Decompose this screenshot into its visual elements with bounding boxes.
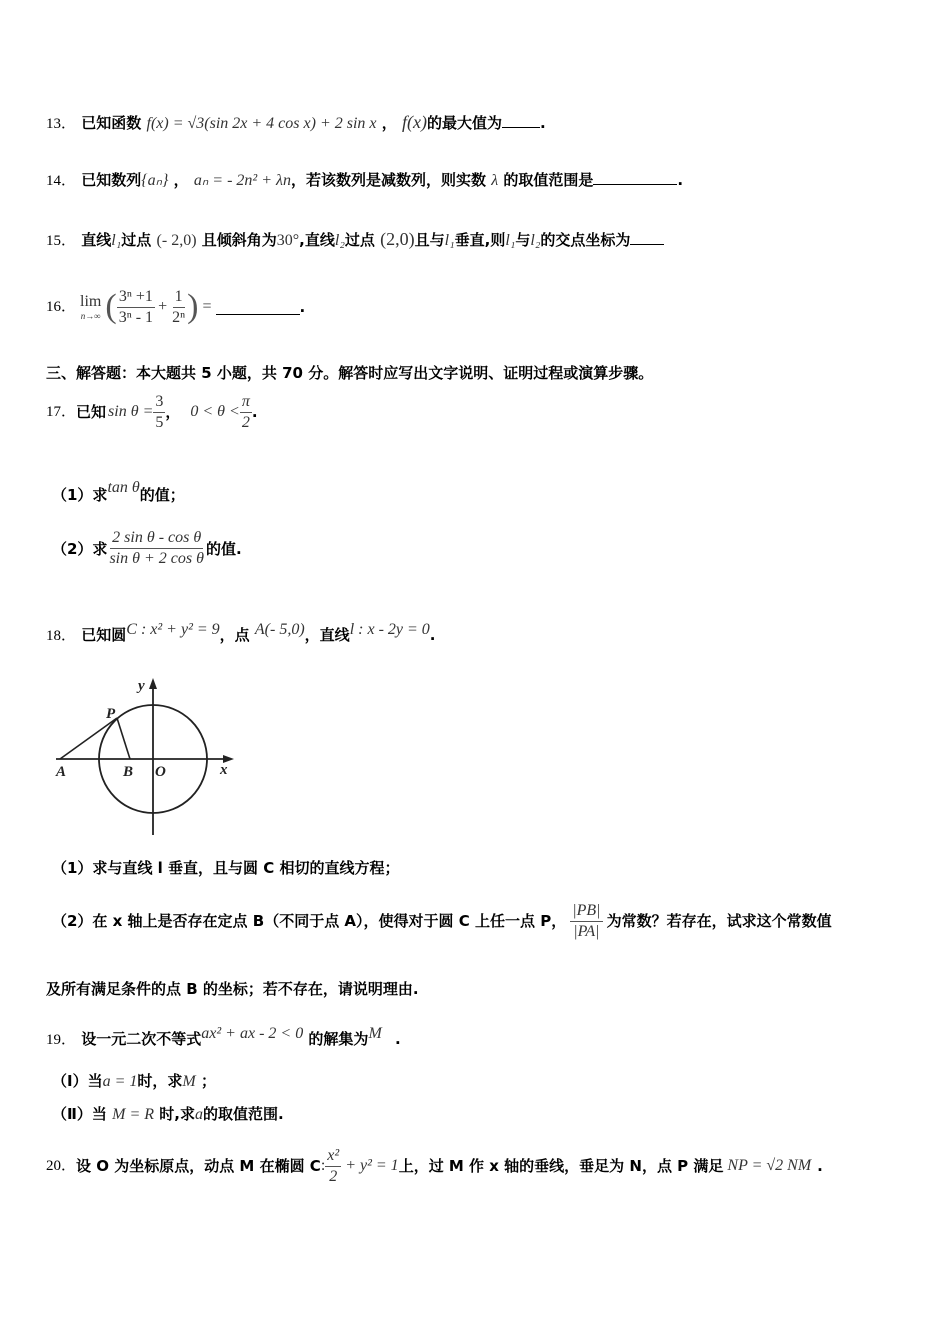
question-number: 13． xyxy=(46,116,77,132)
fraction: $\frac{\text{3ⁿ +1}}{\text{3ⁿ - 1}}$ xyxy=(118,287,154,326)
q18-part2-cont: 及所有满足条件的点 B 的坐标；若不存在，请说明理由. xyxy=(46,980,419,998)
q17-part2: （2）求 $\frac{\text{2 sin θ - cos θ}}{\text{sin θ + 2 cos θ}}$ 的值. xyxy=(52,529,242,567)
question-19: 19． 设一元二次不等式ax² + ax - 2 < 0 的解集为M . xyxy=(46,1025,401,1048)
question-13: 13． 已知函数 f(x) = √3(sin 2x + 4 cos x) + 2 sin x ， f(x)的最大值为 . xyxy=(46,112,546,132)
q17-part1: （1）求tan θ的值； xyxy=(52,479,185,504)
q19-part1: （Ⅰ）当a = 1时，求M ； xyxy=(52,1072,216,1090)
question-17: 17． 已知 sin θ = $\frac{3}{5}$ ， 0 < θ < $\frac{\pi}{2}$ . xyxy=(46,392,258,431)
segment-pb xyxy=(117,718,130,759)
question-16: 16． lim n→∞ ( $\frac{\text{3ⁿ +1}}{\text{3ⁿ - 1}}$ + $\frac{1}{\text{2ⁿ}}$ ) = . xyxy=(46,287,306,326)
label-a: A xyxy=(56,764,67,780)
q18-part2: （2）在 x 轴上是否存在定点 B（不同于点 A），使得对于圆 C 上任一点 P， $\frac{|PB|}{|PA|}$ 为常数？若存在，试求这个常数值 xyxy=(52,901,832,940)
answer-blank xyxy=(630,230,664,245)
question-15: 15． 直线l₁过点 (- 2,0) 且倾斜角为30°,直线l₂过点 (2,0)且与l₁垂直,则l₁与l₂的交点坐标为 xyxy=(46,229,664,251)
sequence-formula: aₙ = - 2n² + λn xyxy=(193,172,291,189)
question-14: 14． 已知数列{aₙ} ， aₙ = - 2n² + λn，若该数列是减数列，则实数 λ 的取值范围是 . xyxy=(46,171,684,189)
section-heading: 三、解答题：本大题共 5 小题，共 70 分。解答时应写出文字说明、证明过程或演算步骤。 xyxy=(46,364,654,382)
function-formula: f(x) = √3(sin 2x + 4 cos x) + 2 sin x xyxy=(146,115,377,132)
label-p: P xyxy=(106,706,116,722)
q19-part2: （Ⅱ）当 M = R 时,求a的取值范围. xyxy=(52,1105,284,1123)
label-y: y xyxy=(138,678,145,694)
question-20: 20． 设 O 为坐标原点，动点 M 在椭圆 C : $\frac{\text{x²}}{2}$ + y² = 1 上，过 M 作 x 轴的垂线，垂足为 N，点 P 满足 NP = √2 NM . xyxy=(46,1146,823,1185)
segment-pa xyxy=(60,718,117,759)
label-b: B xyxy=(123,764,134,780)
y-axis-arrow xyxy=(149,678,157,689)
label-o: O xyxy=(155,764,166,780)
fraction: $\frac{1}{\text{2ⁿ}}$ xyxy=(172,287,186,326)
answer-blank xyxy=(216,300,300,315)
limit: lim n→∞ xyxy=(80,293,102,321)
question-18: 18． 已知圆C : x² + y² = 9，点 A(- 5,0)，直线l : x - 2y = 0. xyxy=(46,621,436,644)
q18-part1: （1）求与直线 l 垂直，且与圆 C 相切的直线方程； xyxy=(52,859,400,877)
answer-blank xyxy=(593,170,677,185)
circle-figure xyxy=(50,670,250,840)
answer-blank xyxy=(502,113,540,128)
label-x: x xyxy=(220,762,228,778)
